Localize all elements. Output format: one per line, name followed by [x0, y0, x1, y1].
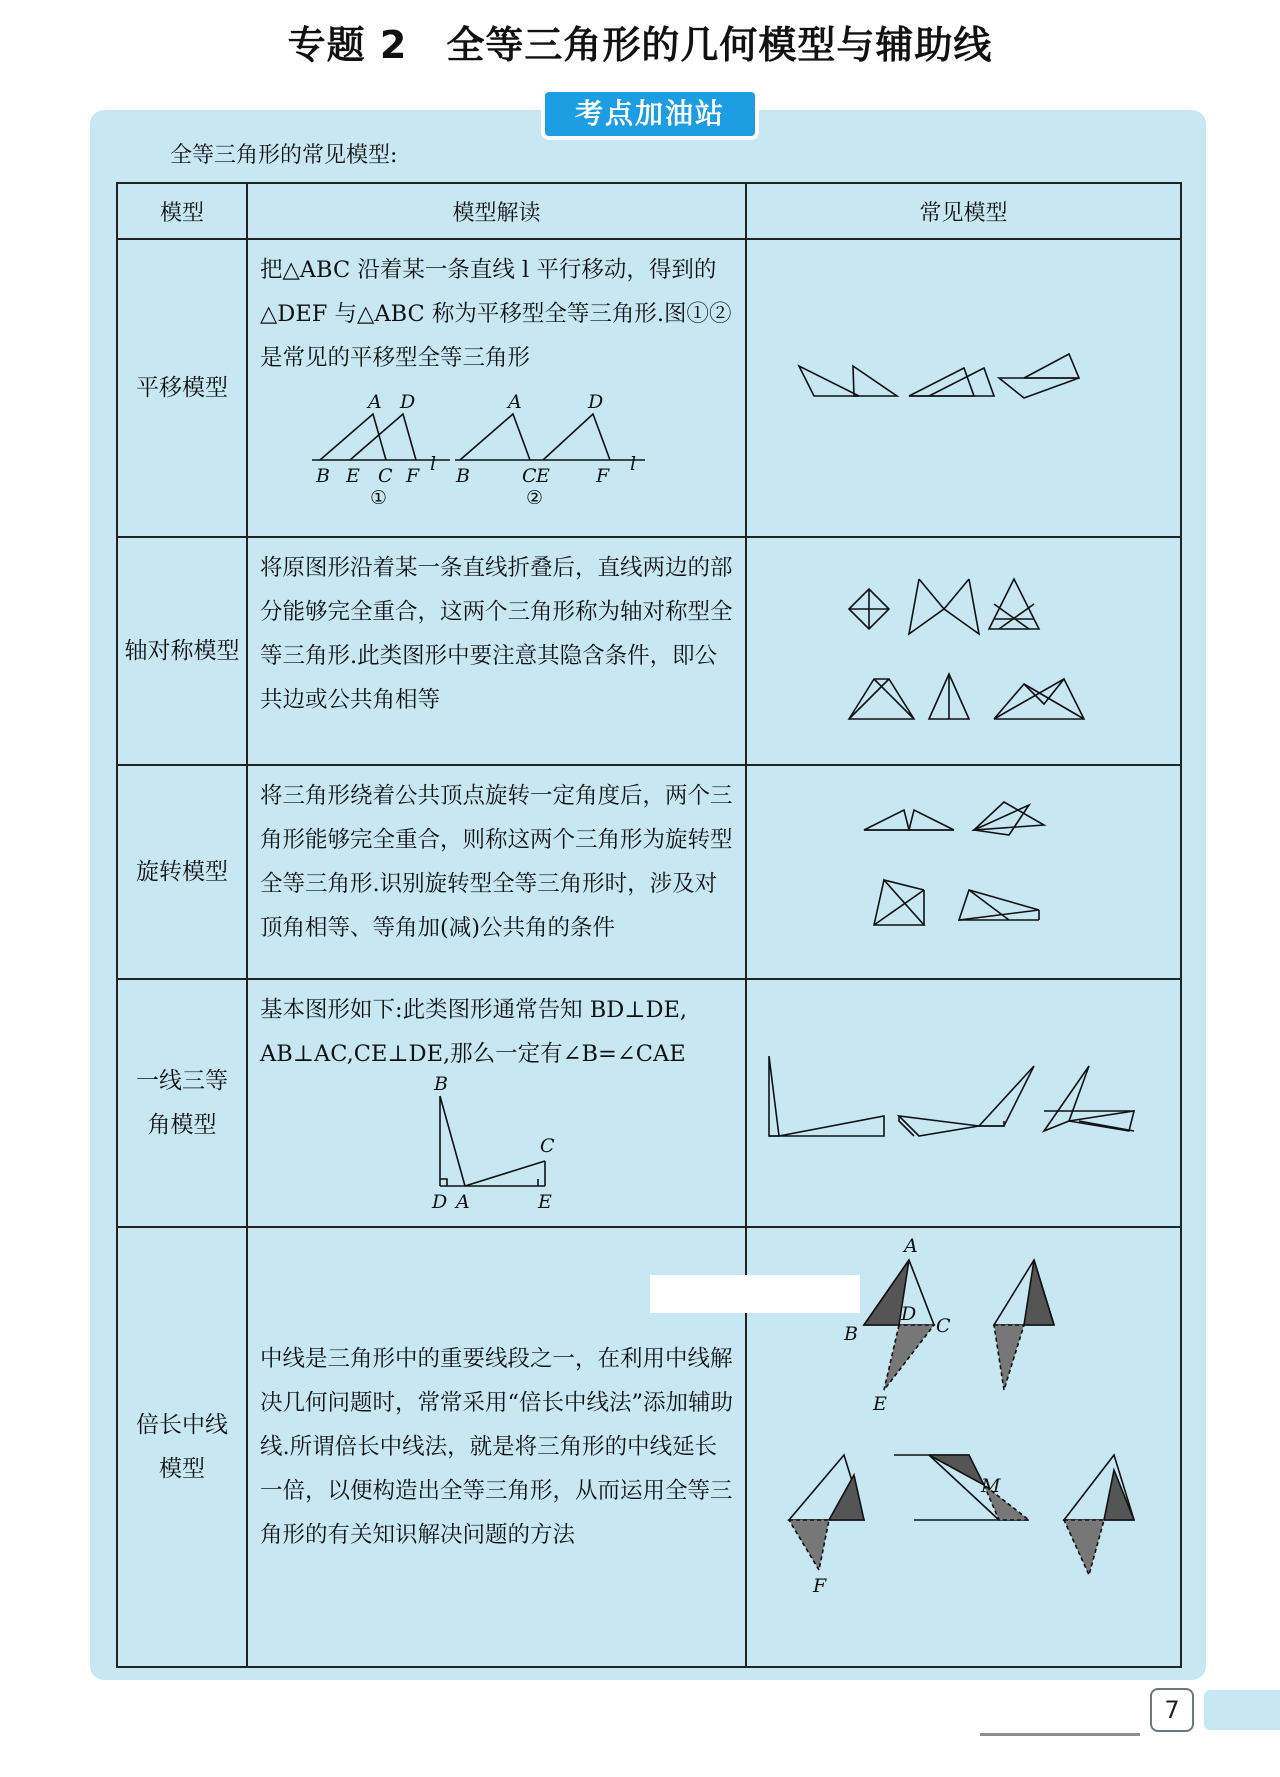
label-B: B [434, 1076, 448, 1095]
model-name [117, 1227, 247, 1667]
model-description [247, 979, 746, 1227]
label-E: E [538, 1191, 552, 1213]
label-A: A [903, 1235, 918, 1257]
model-description: 将原图形沿着某一条直线折叠后，直线两边的部分能够完全重合，这两个三角形称为轴对称型全等三角形.此类图形中要注意其隐含条件，即公共边或公共角相等 [247, 537, 746, 765]
header-model: 模型 [117, 183, 247, 239]
label-B: B [316, 465, 330, 487]
model-figures [746, 979, 1181, 1227]
label-l2: l [630, 453, 637, 475]
model-name: 旋转模型 [117, 765, 247, 979]
model-description-line1: 基本图形如下:此类图形通常告知 BD⊥DE, [260, 997, 688, 1023]
model-name: 平移模型 [117, 239, 247, 537]
label-D: D [432, 1191, 448, 1213]
label-A2: A [508, 391, 522, 413]
label-circle-2: ② [526, 487, 544, 504]
models-table [116, 182, 1182, 1668]
table-row [117, 537, 1181, 765]
model-figures [746, 765, 1181, 979]
blank-patch [650, 1275, 860, 1313]
label-C: C [540, 1135, 555, 1157]
table-row [117, 765, 1181, 979]
footer-rule [980, 1733, 1140, 1736]
table-row [117, 1227, 1181, 1667]
label-C: C [935, 1315, 951, 1337]
label-D2: D [588, 391, 604, 413]
model-description-line2: AB⊥AC,CE⊥DE,那么一定有∠B=∠CAE [260, 1041, 686, 1067]
header-common-models: 常见模型 [746, 183, 1181, 239]
model-description: 中线是三角形中的重要线段之一，在利用中线解决几何问题时，常常采用“倍长中线法”添加辅助线.所谓倍长中线法，就是将三角形的中线延长一倍，以便构造出全等三角形，从而运用全等三角形的有关知识解决问题的方法 [247, 1227, 746, 1667]
label-A: A [456, 1191, 470, 1213]
table-header-row [117, 183, 1181, 239]
label-l: l [430, 453, 437, 475]
label-D: D [900, 1303, 916, 1325]
rotation-examples [749, 780, 1179, 960]
label-B2: B [456, 465, 470, 487]
label-A: A [368, 391, 382, 413]
section-badge: 考点加油站 [545, 92, 755, 136]
page-title: 专题 2 全等三角形的几何模型与辅助线 [287, 23, 993, 67]
model-name: 轴对称模型 [117, 537, 247, 765]
header-interpretation: 模型解读 [247, 183, 746, 239]
label-C2: C [522, 465, 537, 487]
model-description: 将三角形绕着公共顶点旋转一定角度后，两个三角形能够完全重合，则称这两个三角形为旋转型全等三角形.识别旋转型全等三角形时，涉及对顶角相等、等角加(减)公共角的条件 [247, 765, 746, 979]
label-F: F [406, 465, 420, 487]
label-B: B [843, 1323, 858, 1345]
label-F: F [812, 1575, 826, 1597]
model-name [117, 979, 247, 1227]
table-row [117, 979, 1181, 1227]
label-circle-1: ① [370, 487, 388, 504]
page-tab [1204, 1690, 1280, 1730]
model-figures [746, 239, 1181, 537]
translation-figures [260, 384, 730, 504]
label-E2: E [536, 465, 550, 487]
label-M: M [980, 1475, 1000, 1497]
label-C: C [378, 465, 393, 487]
model-description [247, 239, 746, 537]
label-E: E [872, 1393, 887, 1415]
label-E: E [346, 465, 360, 487]
intro-text: 全等三角形的常见模型: [170, 143, 398, 168]
page-number: 7 [1150, 1688, 1194, 1732]
label-F2: F [596, 465, 610, 487]
symmetry-examples [749, 559, 1179, 739]
translation-examples [749, 326, 1179, 446]
basic-figure [260, 1076, 730, 1216]
label-D: D [400, 391, 416, 413]
one-line-examples [749, 1026, 1179, 1176]
model-description-text: 把△ABC 沿着某一条直线 l 平行移动，得到的△DEF 与△ABC 称为平移型全等三角形.图①②是常见的平移型全等三角形 [260, 257, 732, 371]
model-name-text: 倍长中线模型 [136, 1412, 228, 1482]
table-row [117, 239, 1181, 537]
model-figures [746, 537, 1181, 765]
model-name-text: 一线三等角模型 [136, 1068, 228, 1138]
